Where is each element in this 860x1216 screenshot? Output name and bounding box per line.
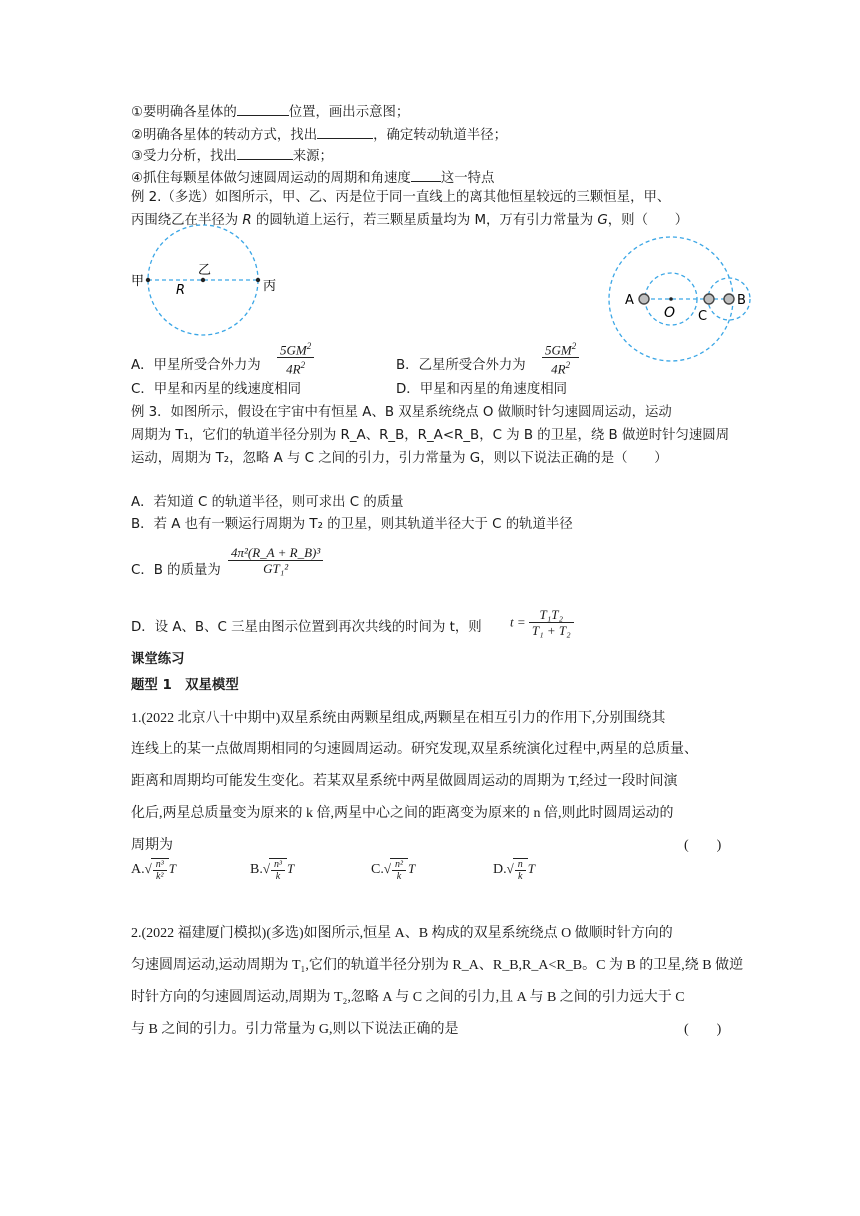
q1-answer-paren: ( ) (684, 838, 722, 853)
q1-option-b (250, 858, 294, 882)
q1-option-d (493, 858, 535, 882)
q2-answer-paren: ( ) (684, 1022, 722, 1037)
ex3-c-num: 4π²(R_A + R_B)³ (228, 545, 323, 561)
q2-line-1: 2.(2022 福建厦门模拟)(多选)如图所示,恒星 A、B 构成的双星系统绕点 O 做顺时针方向的 (131, 926, 673, 941)
b-num: n³ (271, 859, 285, 871)
ex2-option-a-formula (277, 339, 314, 377)
ex3-option-d (131, 618, 482, 638)
ex2-option-a-text: A．甲星所受合外力为 (131, 358, 261, 373)
formula-den: 4R (551, 361, 566, 377)
type-heading: 题型 1 双星模型 (131, 678, 239, 693)
step-2-tail: ，确定转动轨道半径； (373, 128, 507, 143)
ex3-line-3: 运动，周期为 T₂，忽略 A 与 C 之间的引力，引力常量为 G，则以下说法正确的是（ ） (131, 451, 668, 466)
step-1-tail: 位置，画出示意图； (288, 105, 410, 120)
c-num: n² (392, 859, 406, 871)
formula-den-sup: 2 (300, 360, 306, 371)
three-star-figure (126, 223, 296, 343)
ex2-option-b-formula (542, 339, 579, 377)
q1-line-3: 距离和周期均可能发生变化。若某双星系统中两星做圆周运动的周期为 T,经过一段时间演 (131, 774, 678, 789)
ex2-option-a (131, 356, 261, 376)
step-2-text: ②明确各星体的转动方式，找出 (131, 128, 318, 143)
b-tail: T (286, 860, 295, 876)
q1-option-b-formula: √ $\frac{\text{n³}}{k}$ T (262, 859, 295, 882)
ex2-line-2b: 的圆轨道上运行，若三颗星质量均为 M，万有引力常量为 (251, 213, 598, 228)
q1-option-a-formula: √ $\frac{\text{n³}}{\text{k²}}$ T (144, 859, 176, 882)
ex2-line-1: 例 2.（多选）如图所示，甲、乙、丙是位于同一直线上的离其他恒星较远的三颗恒星，甲、 (131, 190, 671, 205)
ex3-d-lhs: t = (510, 614, 526, 630)
formula-den: 4R (286, 361, 301, 377)
fill-blank (411, 167, 441, 182)
star-c (704, 294, 714, 304)
star-yi (201, 278, 205, 282)
q1-line-1: 1.(2022 北京八十中期中)双星系统由两颗星组成,两颗星在相互引力的作用下,分别围绕其 (131, 711, 666, 726)
ex3-option-b: B．若 A 也有一颗运行周期为 T₂ 的卫星，则其轨道半径大于 C 的轨道半径 (131, 517, 573, 532)
q1-option-c-label: C. (371, 862, 384, 877)
ex3-d-frac (529, 607, 574, 638)
ex3-option-d-formula (510, 607, 574, 638)
ex2-line-2c: ，则（ ） (607, 213, 689, 228)
binary-star-figure (604, 232, 764, 362)
q2-line-4: 与 B 之间的引力。引力常量为 G,则以下说法正确的是 (131, 1022, 459, 1037)
ex3-d-den: T₁ + T₂ (531, 623, 571, 638)
ex3-option-c-text: C．B 的质量为 (131, 563, 221, 578)
q1-line-4: 化后,两星总质量变为原来的 k 倍,两星中心之间的距离变为原来的 n 倍,则此时圆周运动的 (131, 806, 674, 821)
a-den: k² (156, 871, 164, 882)
q1-option-a (131, 858, 176, 882)
center-o (669, 297, 673, 301)
fill-blank (237, 101, 289, 116)
q1-option-c (371, 858, 415, 882)
d-den: k (518, 871, 523, 882)
label-yi: 乙 (198, 263, 212, 278)
step-4-tail: 这一特点 (440, 171, 495, 186)
ex3-line-2: 周期为 T₁，它们的轨道半径分别为 R_A、R_B，R_A<R_B，C 为 B 的卫星，绕 B 做逆时针匀速圆周 (131, 428, 730, 443)
star-b (724, 294, 734, 304)
star-jia (146, 278, 150, 282)
formula-num: 5GM (280, 342, 307, 358)
ex2-option-d: D．甲星和丙星的角速度相同 (396, 382, 567, 397)
ex2-line-2a: 丙围绕乙在半径为 (131, 213, 243, 228)
ex3-option-a: A．若知道 C 的轨道半径，则可求出 C 的质量 (131, 495, 404, 510)
label-a: A (625, 293, 634, 308)
q1-option-b-label: B. (250, 862, 263, 877)
a-tail: T (168, 860, 176, 876)
ex3-option-c (131, 561, 221, 581)
label-b: B (737, 293, 746, 308)
b-den: k (275, 871, 281, 882)
step-3-tail: 来源； (292, 149, 333, 164)
section-heading: 课堂练习 (131, 652, 185, 667)
ex3-c-den: GT₁² (263, 561, 289, 576)
a-num: n³ (153, 859, 167, 871)
ex2-option-b-text: B．乙星所受合外力为 (396, 358, 526, 373)
fill-blank (317, 124, 373, 139)
step-2 (131, 124, 507, 146)
c-den: k (396, 871, 402, 882)
label-radius: R (176, 283, 186, 298)
ex2-var-g: G (597, 213, 608, 228)
label-c: C (698, 309, 708, 324)
star-a (639, 294, 649, 304)
q1-line-5: 周期为 (131, 838, 173, 853)
q2-line-2: 匀速圆周运动,运动周期为 T₁,它们的轨道半径分别为 R_A、R_B,R_A<R_B。C 为 B 的卫星,绕 B 做逆 (131, 958, 744, 973)
formula-sup: 2 (571, 341, 577, 351)
q1-option-a-label: A. (131, 862, 145, 877)
ex2-var-r: R (242, 213, 252, 228)
q1-options (131, 858, 731, 892)
star-bing (256, 278, 260, 282)
step-1-text: ①要明确各星体的 (131, 105, 237, 120)
label-jia: 甲 (131, 274, 145, 289)
ex2-option-c: C．甲星和丙星的线速度相同 (131, 382, 302, 397)
q2-line-3: 时针方向的匀速圆周运动,周期为 T₂,忽略 A 与 C 之间的引力,且 A 与 B 之间的引力远大于 C (131, 990, 685, 1005)
label-bing: 丙 (263, 279, 277, 294)
step-3 (131, 145, 333, 167)
ex2-option-b (396, 356, 526, 376)
d-num: n (515, 859, 526, 871)
q1-option-c-formula: √ $\frac{\text{n²}}{k}$ T (383, 859, 416, 882)
step-1 (131, 101, 409, 123)
label-o: O (664, 305, 676, 321)
q1-option-d-formula: √ $\frac{n}{k}$ T (506, 859, 535, 882)
formula-num: 5GM (545, 342, 572, 358)
d-tail: T (527, 860, 535, 876)
c-tail: T (407, 860, 416, 876)
fill-blank (237, 145, 293, 160)
q1-option-d-label: D. (493, 862, 507, 877)
step-3-text: ③受力分析，找出 (131, 149, 237, 164)
ex3-d-num: T₁T₂ (529, 607, 574, 623)
ex3-line-1: 例 3．如图所示，假设在宇宙中有恒星 A、B 双星系统绕点 O 做顺时针匀速圆周运动，运动 (131, 405, 672, 420)
step-4-text: ④抓住每颗星体做匀速圆周运动的周期和角速度 (131, 171, 411, 186)
ex3-option-c-formula (228, 545, 323, 576)
q1-line-2: 连线上的某一点做周期相同的匀速圆周运动。研究发现,双星系统演化过程中,两星的总质量、 (131, 742, 698, 757)
formula-sup: 2 (306, 341, 312, 351)
formula-den-sup: 2 (565, 360, 571, 371)
step-4 (131, 167, 494, 189)
ex3-option-d-text: D．设 A、B、C 三星由图示位置到再次共线的时间为 t，则 (131, 620, 482, 635)
